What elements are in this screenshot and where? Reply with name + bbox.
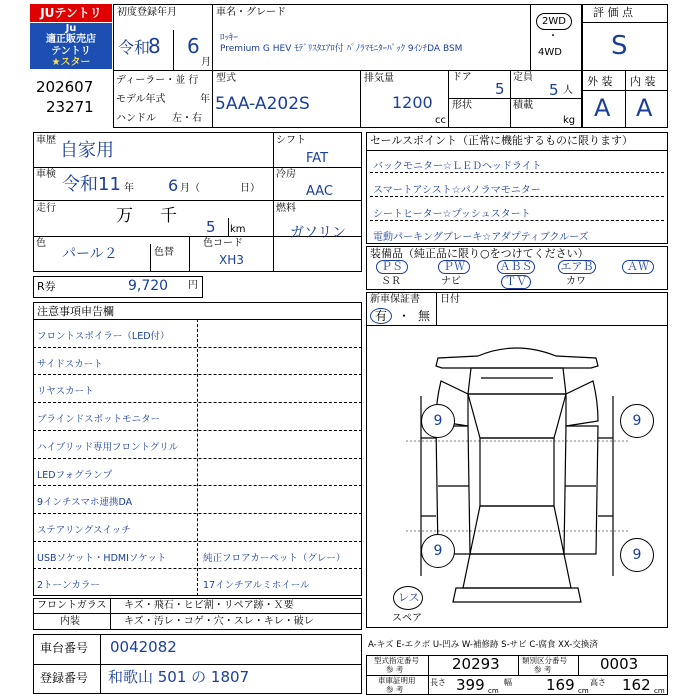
inspection-day-unit: 日） [240, 183, 260, 194]
shift-label: シフト [276, 135, 306, 146]
damage-legend: A-キズ E-エクボ U-凹み W-補修跡 S-サビ C-腐食 XX-交換済 [368, 640, 598, 650]
inspection-year-unit: 年 [124, 183, 134, 194]
note-left-9: USBソケット・HDMIソケット [37, 552, 167, 564]
category-ref: 参 考 [534, 665, 552, 674]
equip-sr: ＳＲ [381, 276, 401, 287]
doors-label: ドア [452, 72, 472, 83]
dimension-label: 車庫証明用 [378, 676, 416, 685]
interior-score: A [636, 94, 653, 122]
category-label: 類別区分番号 [522, 656, 567, 665]
width-unit: cm [578, 687, 589, 695]
height-unit: cm [654, 687, 665, 695]
equip-aw: ＡＷ [622, 260, 654, 274]
equip-ps: ＰＳ [376, 260, 408, 274]
shift-value: FAT [306, 151, 329, 166]
model-year-label: モデル年式 [116, 94, 166, 105]
recycle-box [33, 276, 203, 298]
vehicle-use-value: 自家用 [60, 140, 114, 161]
car-name-label: 車名・グレード [216, 7, 286, 18]
warranty-date-label: 日付 [440, 294, 460, 305]
color-label: 色 [36, 238, 46, 249]
mileage-label: 走行 [36, 203, 56, 214]
tire-front-left: 9 [421, 404, 455, 438]
header-grid [113, 4, 582, 128]
sales-point-3: シートヒーター☆プッシュスタート [373, 209, 531, 220]
recycle-value: 9,720 [128, 278, 169, 294]
logo-line1: Ju [65, 23, 77, 34]
logo-body [30, 23, 112, 69]
rear-window [470, 506, 564, 554]
notes-label: 注意事項申告欄 [37, 305, 114, 318]
car-name: ﾛｯｷｰ [220, 33, 239, 43]
tire-front-right: 9 [620, 404, 654, 438]
exterior-label: 外 装 [587, 75, 613, 88]
height-label: 高さ [590, 678, 606, 687]
notes-row-divider [33, 347, 362, 348]
note-right-1: 純正フロアカーペット（グレー） [203, 552, 346, 564]
length-label: 長さ [430, 678, 446, 687]
tire-rear-right: 9 [620, 538, 654, 572]
sales-point-2: スマートアシスト☆パノラマモニター [373, 185, 541, 196]
capacity-value: 5 [549, 81, 559, 99]
registration-month: 6 [187, 34, 200, 58]
spare-label: スペア [392, 613, 422, 624]
notes-row-divider [33, 458, 362, 459]
interior-options: キズ・汚レ・コゲ・穴・スレ・キレ・破レ [124, 616, 314, 627]
length-unit: cm [488, 687, 499, 695]
equip-navi: ナビ [441, 276, 461, 287]
note-left-8: ステアリングスイッチ [37, 524, 131, 536]
type-designation-label: 型式指定番号 [374, 656, 419, 665]
equip-leather: カワ [566, 276, 586, 287]
drive-2wd: 2WD [536, 13, 572, 30]
note-left-7: 9インチスマホ連携DA [37, 497, 133, 509]
notes-row-divider [33, 568, 362, 569]
notes-row-divider [33, 513, 362, 514]
note-right-2: 17インチアルミホイール [203, 580, 310, 592]
displacement-label: 排気量 [364, 73, 394, 84]
width-label: 幅 [504, 678, 512, 687]
shape-label: 形状 [452, 100, 472, 111]
fuel-label: 燃料 [276, 203, 296, 214]
model-year-unit: 年 [200, 94, 210, 105]
type-designation-ref: 参 考 [386, 665, 404, 674]
equip-airbag: エアＢ [558, 260, 596, 274]
registration-year: 8 [148, 34, 161, 58]
notes-row-divider [33, 402, 362, 403]
logo-line2: 適正販売店 [46, 34, 96, 45]
logo-banner: JUテントリ [30, 4, 112, 22]
rating-score: S [611, 31, 628, 61]
mileage-man: 万 [116, 206, 133, 226]
load-unit: kg [563, 115, 576, 126]
height-value: 162 [622, 676, 651, 694]
tire-rear-left: 9 [421, 534, 455, 568]
logo-line4: ★スター [51, 57, 91, 68]
interior-label: 内 装 [630, 75, 656, 88]
car-grade: Premium G HEV ﾓﾃﾞﾘｽﾀｴｱﾛ付 ﾊﾟﾉﾗﾏﾓﾆﾀｰﾊﾟｯｸ 9ｲﾝﾁDA BSM [220, 44, 463, 54]
inspection-year: 11 [98, 174, 121, 195]
drive-4wd: 4WD [538, 47, 562, 58]
ac-value: AAC [306, 184, 333, 199]
length-value: 399 [456, 676, 485, 694]
doors-value: 5 [495, 80, 505, 98]
notes-row-divider [33, 374, 362, 375]
warranty-yes: 有 [375, 309, 388, 323]
recycle-unit: 円 [188, 280, 198, 291]
glass-options: キズ・飛石・ヒビ割・リペア跡・Ｘ要 [124, 600, 294, 611]
equipment-label: 装備品（純正品に限り○をつけてください） [370, 247, 589, 260]
warranty-sep: ・ [398, 309, 411, 323]
right-doors [564, 426, 598, 554]
mileage-value: 5 [206, 218, 216, 236]
vehicle-use-label: 車歴 [36, 135, 56, 146]
inspection-month-unit: 月（ [180, 183, 200, 194]
mileage-unit: km [230, 224, 246, 235]
capacity-label: 定員 [513, 72, 533, 83]
note-left-6: LEDフォグランプ [37, 469, 113, 481]
notes-row-divider [33, 430, 362, 431]
dimension-ref: 参 考 [386, 685, 404, 694]
registration-label: 初度登録年月 [117, 7, 177, 18]
logo-line3: テントリ [51, 46, 91, 57]
sales-point-1: バックモニター☆ＬＥＤヘッドライト [373, 161, 542, 172]
note-left-10: 2トーンカラー [37, 580, 100, 592]
right-front-fender [566, 381, 598, 426]
category-value: 0003 [600, 655, 639, 673]
rear-bumper [453, 588, 581, 602]
logo [30, 4, 112, 70]
registration-era: 令和 [118, 38, 151, 57]
handle-label: ハンドル [116, 113, 156, 124]
note-left-1: フロントスポイラー（LED付） [37, 331, 170, 342]
front-bumper [436, 348, 598, 368]
color-change-label: 色替 [154, 247, 174, 258]
car-diagram [366, 326, 668, 628]
dealer-label: ディーラー・並 行 [116, 75, 199, 86]
notes-row-divider [33, 485, 362, 486]
note-left-5: ハイブリッド専用フロントグリル [37, 441, 179, 453]
lot-number-2: 23271 [46, 98, 94, 116]
plate-value: 和歌山 501 の 1807 [108, 668, 250, 686]
roof [480, 438, 554, 506]
model-label: 型式 [216, 73, 236, 84]
plate-label: 登録番号 [40, 671, 89, 685]
warranty-label: 新車保証書 [370, 294, 420, 305]
color-code-label: 色コード [203, 238, 243, 249]
load-label: 積載 [513, 100, 533, 111]
equip-pw: ＰＷ [438, 260, 470, 274]
tailgate [463, 554, 571, 588]
mileage-sen: 千 [160, 206, 177, 226]
fuel-value: ガソリン [290, 225, 346, 241]
color-code: XH3 [219, 253, 244, 267]
width-value: 169 [546, 676, 575, 694]
recycle-label: R券 [37, 280, 56, 293]
inspection-month: 6 [168, 176, 179, 195]
note-left-2: サイドスカート [37, 358, 103, 370]
capacity-unit: 人 [563, 85, 573, 96]
ac-label: 冷房 [276, 169, 296, 180]
sales-point-4: 電動パーキングブレーキ☆アダプティブクルーズ [373, 232, 589, 243]
inspection-era: 令和 [62, 174, 98, 195]
inspection-label: 車検 [36, 169, 56, 180]
equip-abs: ＡＢＳ [497, 260, 535, 274]
drive-dot: ・ [548, 31, 558, 42]
sales-points-label: セールスポイント（正常に機能するものに限ります） [370, 134, 634, 147]
type-designation-value: 20293 [452, 655, 500, 673]
glass-label: フロントガラス [37, 600, 107, 611]
rating-label: 評 価 点 [593, 6, 633, 19]
notes-row-divider [33, 541, 362, 542]
registration-month-unit: 月 [201, 57, 211, 68]
interior-damage-label: 内装 [60, 616, 80, 627]
spare-value: レス [398, 591, 420, 604]
exterior-score: A [594, 94, 611, 122]
chassis-value: 0042082 [110, 638, 177, 656]
displacement-unit: cc [435, 115, 446, 126]
equip-tv: ＴＶ [501, 275, 531, 289]
note-left-4: ブラインドスポットモニター [37, 414, 161, 426]
note-left-3: リヤスカート [37, 386, 94, 398]
lot-number-1: 202607 [36, 78, 94, 96]
windshield [468, 394, 566, 438]
color-value: パール２ [62, 246, 118, 262]
model-code: 5AA-A202S [215, 94, 310, 114]
warranty-no: 無 [418, 309, 431, 323]
handle-value: 左・右 [172, 113, 202, 124]
chassis-label: 車台番号 [40, 641, 89, 655]
hood [468, 368, 566, 394]
displacement-value: 1200 [392, 93, 433, 112]
